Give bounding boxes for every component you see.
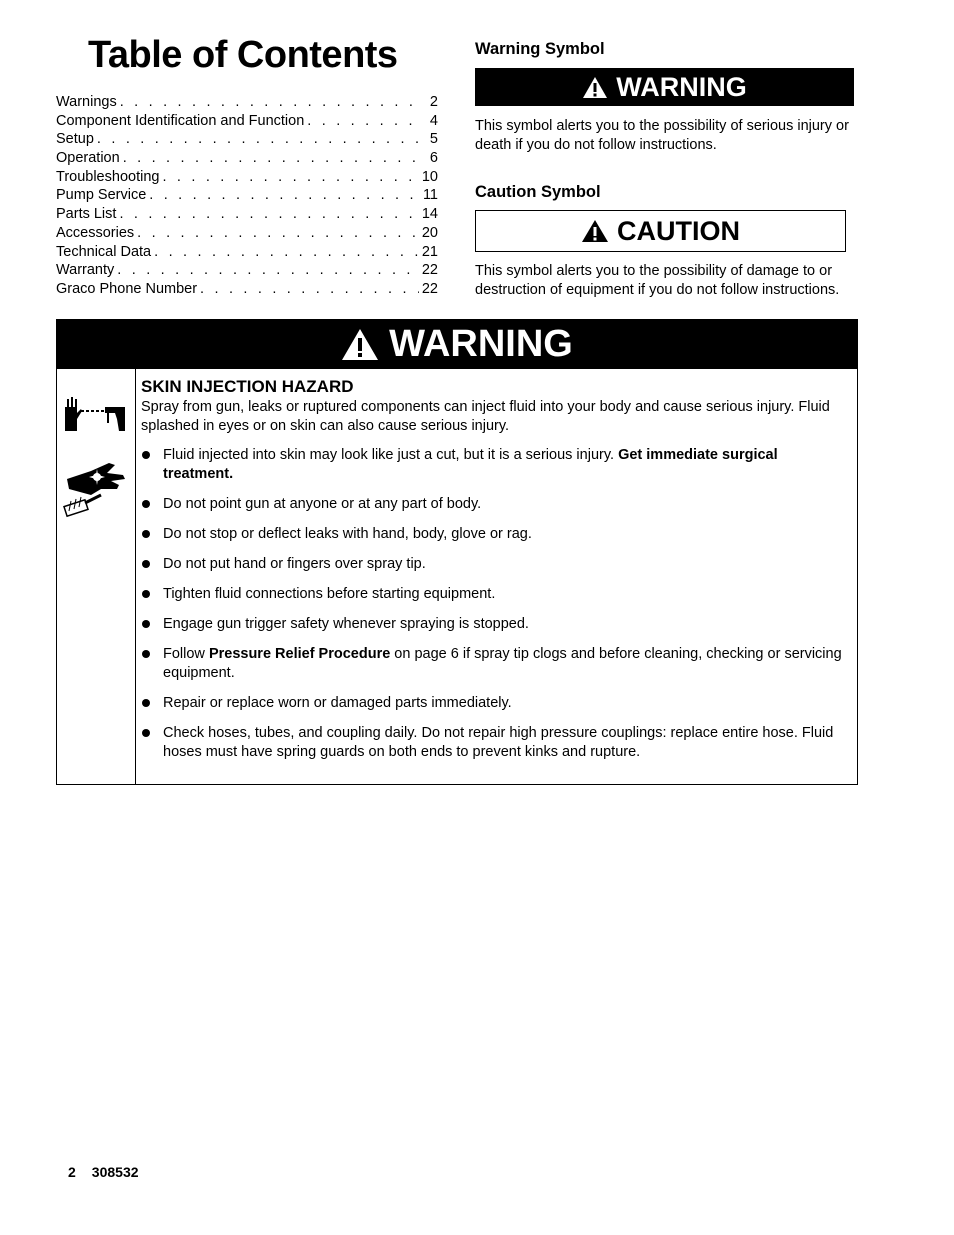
warning-box-content xyxy=(141,377,849,773)
page-title: Table of Contents xyxy=(88,34,398,76)
warning-triangle-icon xyxy=(341,328,379,361)
toc-leader-dots xyxy=(154,244,419,260)
bullet-text: Check hoses, tubes, and coupling daily. Do not repair high pressure couplings: replace entire hose. Fluid hoses must have spring guards on both ends to prevent kinks and rupture. xyxy=(163,725,834,760)
toc-entry[interactable] xyxy=(56,244,438,263)
toc-entry-label: Warnings xyxy=(56,94,117,110)
toc-leader-dots xyxy=(149,187,420,203)
toc-entry-label: Component Identification and Function xyxy=(56,112,305,129)
page-number: 2 xyxy=(68,1164,76,1180)
toc-leader-dots xyxy=(119,206,418,222)
warning-symbol-heading: Warning Symbol xyxy=(475,40,605,58)
toc-leader-dots xyxy=(97,131,421,147)
bullet-dot xyxy=(142,590,150,598)
bullet-text: Follow xyxy=(163,646,209,662)
toc-entry[interactable] xyxy=(56,94,438,113)
toc-entry[interactable] xyxy=(56,187,438,206)
bullet-text: Do not point gun at anyone or at any part of body. xyxy=(163,496,482,512)
table-of-contents xyxy=(56,94,438,300)
hazard-bullet-item xyxy=(141,585,849,604)
toc-entry-page: 5 xyxy=(429,131,438,148)
toc-entry[interactable] xyxy=(56,131,438,150)
bullet-text: Do not stop or deflect leaks with hand, body, glove or rag. xyxy=(163,526,532,542)
warning-symbol-label: WARNING xyxy=(616,71,747,102)
bullet-dot xyxy=(142,620,150,628)
toc-entry-label: Technical Data xyxy=(56,243,152,260)
toc-entry-label: Setup xyxy=(56,131,94,148)
page-footer xyxy=(68,1164,139,1180)
toc-entry-page: 22 xyxy=(421,262,438,279)
hazard-title: SKIN INJECTION HAZARD xyxy=(141,377,354,396)
warning-box-label: WARNING xyxy=(389,323,573,365)
skin-injection-warning-box xyxy=(56,319,858,785)
toc-entry-label: Pump Service xyxy=(56,187,147,204)
toc-entry[interactable] xyxy=(56,169,438,188)
bullet-dot xyxy=(142,560,150,568)
hazard-intro: Spray from gun, leaks or ruptured components can inject fluid into your body and cause serious injury. Fluid splashed in eyes or on skin can also cause serious injury. xyxy=(141,399,830,434)
bullet-dot xyxy=(142,699,150,707)
bullet-bold-text: Get immediate surgical treatment. xyxy=(163,447,778,482)
toc-leader-dots xyxy=(307,113,421,129)
warning-symbol-banner xyxy=(475,68,854,106)
hazard-bullet-item xyxy=(141,694,849,713)
toc-entry-page: 14 xyxy=(421,206,438,223)
bullet-dot xyxy=(142,500,150,508)
toc-entry-label: Graco Phone Number xyxy=(56,280,198,297)
toc-entry-page: 4 xyxy=(429,112,438,129)
toc-entry-label: Troubleshooting xyxy=(56,168,160,185)
document-number: 308532 xyxy=(91,1164,139,1180)
toc-entry-label: Operation xyxy=(56,150,120,167)
toc-entry-label: Parts List xyxy=(56,206,117,223)
toc-entry[interactable] xyxy=(56,150,438,169)
bullet-dot xyxy=(142,650,150,658)
caution-symbol-label: CAUTION xyxy=(617,215,740,246)
hazard-bullet-item xyxy=(141,555,849,574)
toc-leader-dots xyxy=(120,94,421,110)
toc-entry[interactable] xyxy=(56,206,438,225)
bullet-text: Do not put hand or fingers over spray tip. xyxy=(163,556,426,572)
bullet-dot xyxy=(142,729,150,737)
toc-entry[interactable] xyxy=(56,262,438,281)
hazard-icon-column xyxy=(57,369,136,784)
bullet-dot xyxy=(142,451,150,459)
hazard-bullet-item xyxy=(141,495,849,514)
caution-symbol-banner xyxy=(475,210,846,252)
toc-leader-dots xyxy=(162,169,418,185)
bullet-text: Repair or replace worn or damaged parts immediately. xyxy=(163,695,512,711)
toc-entry-page: 6 xyxy=(429,150,438,167)
toc-entry-page: 10 xyxy=(421,168,438,185)
hazard-bullet-list xyxy=(141,446,849,762)
warning-symbol-description: This symbol alerts you to the possibility of serious injury or death if you do not follow instructions. xyxy=(475,118,849,153)
bullet-bold-text: Pressure Relief Procedure xyxy=(208,646,391,662)
bullet-text: Engage gun trigger safety whenever spraying is stopped. xyxy=(163,616,529,632)
toc-entry-label: Accessories xyxy=(56,224,135,241)
caution-symbol-heading: Caution Symbol xyxy=(475,183,601,201)
toc-entry-label: Warranty xyxy=(56,262,115,279)
toc-leader-dots xyxy=(137,225,419,241)
bullet-text-continued: on page 6 if spray tip clogs and before cleaning, checking or servicing equipment. xyxy=(163,646,842,681)
toc-entry-page: 2 xyxy=(429,94,438,110)
toc-entry-page: 22 xyxy=(421,280,438,297)
toc-leader-dots xyxy=(200,281,419,297)
warning-triangle-icon xyxy=(582,76,608,99)
hazard-bullet-item xyxy=(141,525,849,544)
toc-entry[interactable] xyxy=(56,281,438,300)
hand-injection-icon xyxy=(61,449,131,519)
toc-leader-dots xyxy=(117,262,419,278)
toc-entry[interactable] xyxy=(56,225,438,244)
caution-triangle-icon xyxy=(581,219,609,243)
caution-symbol-description: This symbol alerts you to the possibility of damage to or destruction of equipment if you do not follow instructions. xyxy=(475,263,840,298)
hazard-bullet-item xyxy=(141,645,849,683)
toc-leader-dots xyxy=(123,150,421,166)
toc-entry[interactable] xyxy=(56,113,438,132)
hazard-bullet-item xyxy=(141,615,849,634)
hand-spray-gun-icon xyxy=(61,387,131,437)
warning-box-header xyxy=(57,320,857,369)
bullet-text: Fluid injected into skin may look like just a cut, but it is a serious injury. xyxy=(163,447,619,463)
bullet-text: Tighten fluid connections before starting equipment. xyxy=(163,586,496,602)
hazard-bullet-item xyxy=(141,446,849,484)
bullet-dot xyxy=(142,530,150,538)
toc-entry-page: 11 xyxy=(422,187,438,204)
toc-entry-page: 21 xyxy=(421,243,438,260)
toc-entry-page: 20 xyxy=(421,224,438,241)
hazard-bullet-item xyxy=(141,724,849,762)
